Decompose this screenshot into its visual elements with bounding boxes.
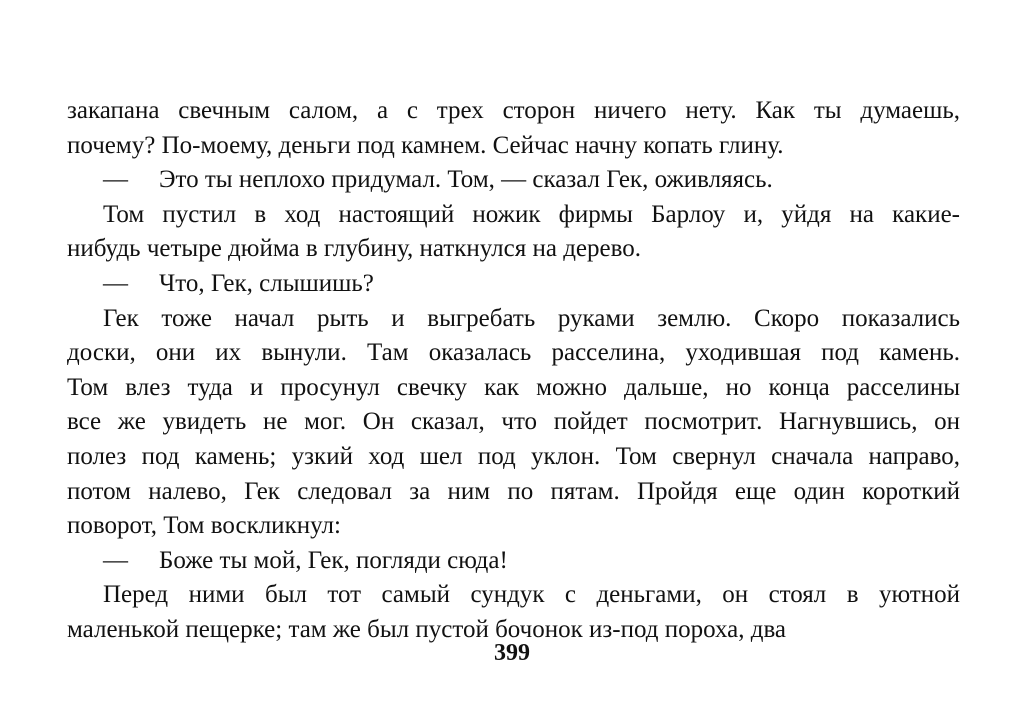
dialogue-line [67, 163, 960, 198]
text-line: маленькой пещерке; там же был пустой бочонок из-под пороха, два [67, 615, 787, 643]
body-text [67, 94, 960, 648]
dialogue-line [67, 267, 960, 302]
dialogue-text: Боже ты мой, Гек, погляди сюда! [159, 546, 508, 574]
text-line: доски, они их вынули. Там оказалась расселина, уходившая под камень. [67, 339, 960, 367]
dialogue-line [67, 544, 960, 579]
dialogue-dash: — [103, 546, 128, 574]
text-line: Гек тоже начал рыть и выгребать руками землю. Скоро показались [103, 304, 960, 332]
text-line: полез под камень; узкий ход шел под уклон. Том свернул сначала направо, [67, 442, 960, 470]
text-line: все же увидеть не мог. Он сказал, что пойдет посмотрит. Нагнувшись, он [67, 408, 960, 436]
dialogue-text: Что, Гек, слышишь? [159, 269, 374, 297]
text-line: почему? По-моему, деньги под камнем. Сейчас начну копать глину. [67, 131, 784, 159]
dialogue-dash: — [103, 269, 128, 297]
dialogue-text: Это ты неплохо придумал. Том, — сказал Гек, оживляясь. [159, 166, 773, 194]
text-line: поворот, Том воскликнул: [67, 512, 341, 540]
text-line: закапана свечным салом, а с трех сторон ничего нету. Как ты думаешь, [67, 97, 960, 124]
text-line: потом налево, Гек следовал за ним по пятам. Пройдя еще один короткий [67, 477, 960, 505]
text-line: Том пустил в ход настоящий ножик фирмы Барлоу и, уйдя на какие- [103, 200, 960, 228]
page-number: 399 [494, 640, 530, 666]
text-line: Том влез туда и просунул свечку как можно дальше, но конца расселины [67, 373, 960, 401]
text-line: Перед ними был тот самый сундук с деньгами, он стоял в уютной [103, 581, 960, 609]
text-line: нибудь четыре дюйма в глубину, наткнулся на дерево. [67, 235, 642, 263]
dialogue-dash: — [103, 166, 128, 194]
